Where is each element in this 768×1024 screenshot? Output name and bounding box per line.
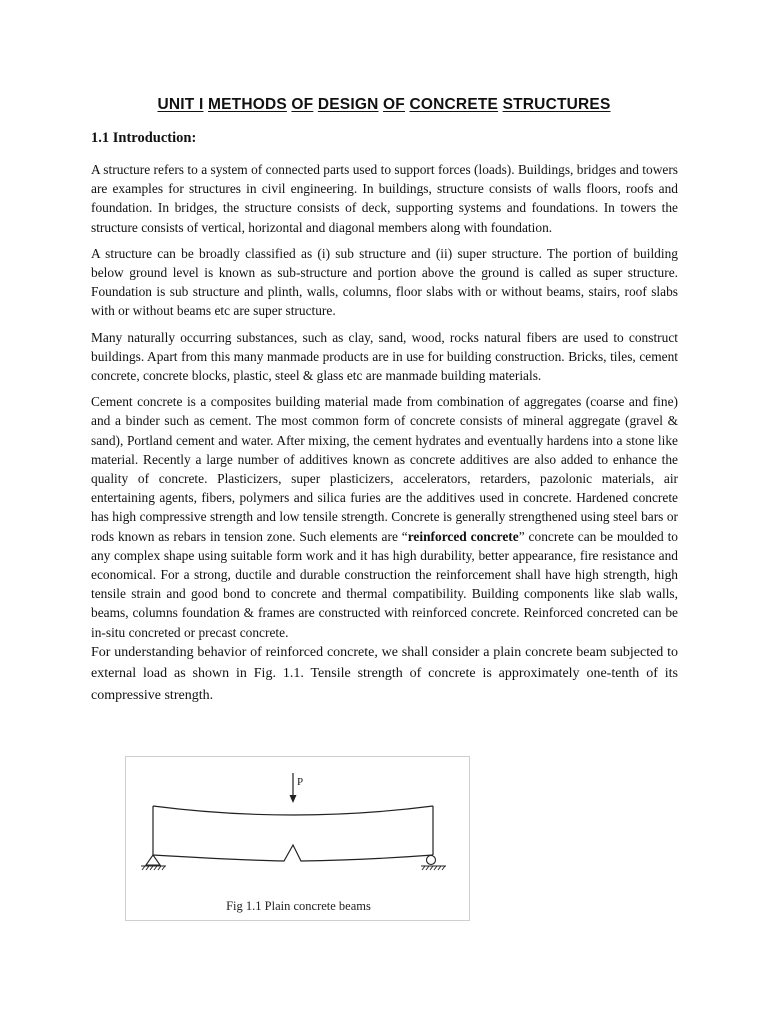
- pin-support: [146, 855, 160, 865]
- body-text: [91, 160, 678, 706]
- title-word: CONCRETE: [409, 96, 499, 113]
- beam-diagram: [126, 757, 471, 897]
- paragraph-structures: A structure refers to a system of connected parts used to support forces (loads). Buildings, bridges and towers are examples for structures in civil engineering. In buildings, structure consists of walls floors, roofs and foundation. In bridges, the structure consists of deck, supporting systems and foundations. In towers the structure consists of vertical, horizontal and diagonal members along with foundation.: [91, 162, 678, 235]
- load-arrow-head: [290, 795, 297, 803]
- load-label: P: [297, 776, 304, 788]
- beam-bottom-edge: [153, 845, 433, 861]
- roller-support: [427, 856, 436, 865]
- paragraph-cement-concrete: [91, 392, 678, 642]
- beam-top-edge: [153, 806, 433, 815]
- bold-term: reinforced concrete: [407, 528, 519, 544]
- title-word: OF: [383, 96, 405, 113]
- paragraph-text: ” concrete can be moulded to any complex shape using suitable form work and it has high durability, better appearance, fire resistance and economical. For a strong, ductile and durable construction the reinforcement shall have high strength, high tensile strain and good bond to concrete and thermal compatibility. Building components like slab walls, beams, columns foundation & frames are constructed with reinforced concrete. Reinforced concreted can be in-situ concreted or precast concrete.: [91, 528, 678, 640]
- page-title: [0, 96, 768, 114]
- paragraph-text: Cement concrete is a composites building material made from combination of aggregates (coarse and fine) and a binder such as cement. The most common form of concrete consists of mineral aggregate (gravel & sand), Portland cement and water. After mixing, the cement hydrates and eventually hardens into a stone like material. Recently a large number of additives known as concrete additives are also added to enhance the quality of concrete. Plasticizers, super plasticizers, accelerators, retarders, pazolonic materials, air entertaining agents, fibers, polymers and silica furies are the additives used in concrete. Hardened concrete has high compressive strength and low tensile strength. Concrete is generally strengthened using steel bars or rods known as rebars in tension zone. Such elements are “: [91, 394, 678, 544]
- ground-hatching-left: [142, 866, 165, 870]
- title-word: DESIGN: [317, 96, 379, 113]
- section-heading: 1.1 Introduction:: [91, 130, 197, 146]
- ground-hatching-right: [422, 866, 445, 870]
- title-word: OF: [291, 96, 314, 113]
- title-word: STRUCTURES: [502, 96, 611, 113]
- figure-caption: Fig 1.1 Plain concrete beams: [226, 899, 371, 913]
- figure-plain-concrete-beam: [125, 756, 470, 921]
- title-word: UNIT I: [157, 96, 204, 113]
- paragraph-classification: A structure can be broadly classified as (i) sub structure and (ii) super structure. The portion of building below ground level is known as sub-structure and portion above the ground is called as super structure. Foundation is sub structure and plinth, walls, columns, floor slabs with or without beams, stairs, roof slabs with or without beams etc are super structure.: [91, 245, 678, 319]
- paragraph-materials: Many naturally occurring substances, such as clay, sand, wood, rocks natural fibers are used to construct buildings. Apart from this many manmade products are in use for building construction. Bricks, tiles, cement concrete, concrete blocks, plastic, steel & glass etc are manmade building materials.: [91, 329, 678, 384]
- title-word: METHODS: [208, 96, 287, 113]
- paragraph-behavior: For understanding behavior of reinforced concrete, we shall consider a plain concrete beam subjected to external load as shown in Fig. 1.1. Tensile strength of concrete is approximately one-tenth of its compressive strength.: [91, 644, 678, 703]
